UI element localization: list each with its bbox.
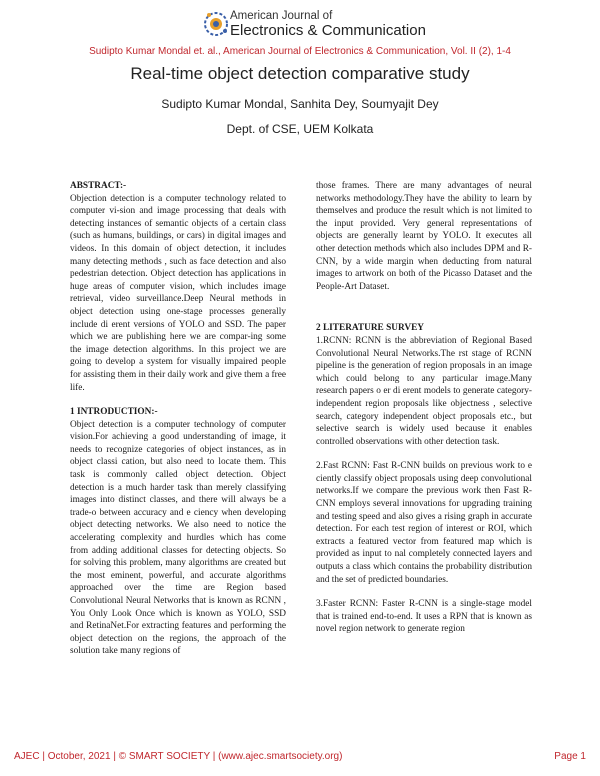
- left-column: [70, 180, 286, 658]
- author-list: Sudipto Kumar Mondal, Sanhita Dey, Soumyajit Dey: [161, 97, 439, 111]
- rcnn-paragraph: 1.RCNN: RCNN is the abbreviation of Regional Based Convolutional Neural Networks.The rst stage of RCNN pipeline is the generation of region proposals in an image which could belong to any particular image.Many research papers o er di erent models to generate category-independent region proposals like objectness , selective search, category independent object proposals etc., but selective search is widely used because it enables controlled observations with other detection task.: [316, 335, 532, 447]
- paper-title: Real-time object detection comparative study: [130, 64, 470, 83]
- intro-heading: 1 INTRODUCTION:-: [70, 407, 158, 418]
- abstract-heading: ABSTRACT:-: [70, 181, 127, 191]
- running-head: Sudipto Kumar Mondal et. al., American Journal of Electronics & Communication, Vol. II (2), 1-4: [89, 46, 511, 57]
- journal-logo-icon: [201, 9, 231, 39]
- intro-continued-text: those frames. There are many advantages of neural networks methodology.They have the ability to learn by themselves and produce the result which is not limited to the input provided. Very general representations of objects are generally learnt by YOLO. It executes all other detection methods which also includes DPM and R-CNN, by a wide margin when deducting from natural images to artwork on both of the Picasso Dataset and the People-Art Dataset.: [316, 181, 532, 292]
- right-column: [316, 180, 532, 636]
- literature-survey-heading: 2 LITERATURE SURVEY: [316, 323, 424, 334]
- affiliation: Dept. of CSE, UEM Kolkata: [226, 122, 374, 136]
- fast-rcnn-paragraph: 2.Fast RCNN: Fast R-CNN builds on previous work to e ciently classify object proposals using deep convolutional networks.If we compare the previous work then Fast R-CNN employs several innovations for upgrading training and testing speed and also gives a rising graph in accurate detection. For each test region of interest or ROI, which extracts a featured vector from featured map which is provided as input to nal completely connected layers and outputs a class which contains the probability distribution and the set of predicted boundaries.: [316, 461, 532, 585]
- footer-journal-info: AJEC | October, 2021 | © SMART SOCIETY | (www.ajec.smartsociety.org): [14, 751, 343, 762]
- abstract-text: Objection detection is a computer technology related to computer vi-sion and image processing that deals with detecting instances of semantic objects of a certain class (such as humans, buildings, or cars) in digital images and videos. In this domain of object detection, it includes many detecting methods , such as face detection and also pedestrian detection. Object detection has applications in huge areas of computer vision, which includes image retrieval, video surveillance.Deep Neural methods in object detection using one-stage processes generally include di erent versions of YOLO and SSD. The paper which we are publishing here we are compar-ing some the image detection algorithms. In this project we are going to develop a system for visually impaired people for assisting them in their daily work and give them a free life.: [70, 193, 286, 393]
- intro-text: Object detection is a computer technology of computer vision.For achieving a good understanding of image, it needs to recognize categories of object instances, as in object classi cation, but also need to locate them. This task is commonly called object detection. Object detection is a much harder task than merely classifying images into distinct classes, and there will always be a trade-o between accuracy and e ciency when developing object detecting networks. We also need to notice the accelerating complexity and hurdles which has come from adding additional classes for detecting objects. So for solving this problem, many algorithms are created but the most eminent, powerful, and accurate algorithms approached over the time are Region based Convolutional Neural Networks that is known as RCNN , You Only Look Once which is known as YOLO, SSD and RetinaNet.For extracting features and performing the object detection on the regions, the approach of the solution take many regions of: [70, 419, 286, 657]
- journal-name-line2: Electronics & Communication: [230, 22, 426, 39]
- faster-rcnn-paragraph: 3.Faster RCNN: Faster R-CNN is a single-stage model that is trained end-to-end. It uses a RPN that is known as novel region network to generate region: [316, 599, 532, 635]
- page-number: Page 1: [554, 751, 586, 762]
- journal-name-line1: American Journal of: [230, 10, 333, 22]
